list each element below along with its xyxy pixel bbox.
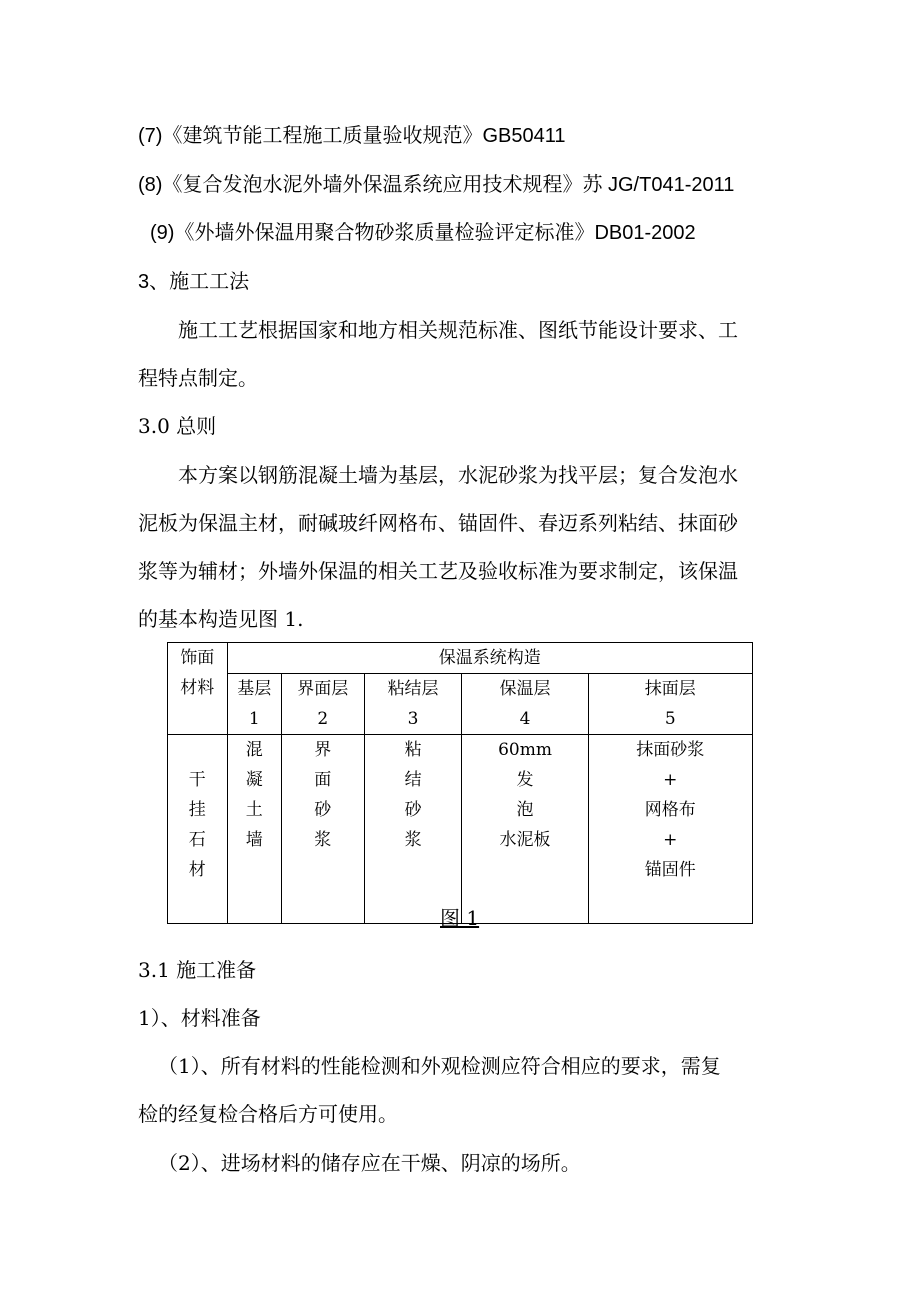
surface-layer-cell xyxy=(588,735,752,924)
section-3-0-para-line-3: 浆等为辅材；外墙外保温的相关工艺及验收标准为要求制定，该保温 xyxy=(138,559,738,583)
insulation-layer-cell xyxy=(462,735,588,924)
section-3-1-heading: 3.1 施工准备 xyxy=(138,958,257,982)
column-name: 保温层 xyxy=(499,679,551,699)
column-number: 3 xyxy=(407,709,419,729)
cell-line: 网格布 xyxy=(644,800,696,820)
section-3-0-heading: 3.0 总则 xyxy=(138,414,217,438)
section-3-0-para-line-4: 的基本构造见图 1. xyxy=(138,607,304,631)
cell-line: 结 xyxy=(404,770,422,790)
cell-line: 面 xyxy=(314,770,332,790)
column-number: 2 xyxy=(317,709,329,729)
item-2: （2）、进场材料的储存应在干燥、阴凉的场所。 xyxy=(158,1151,581,1175)
cell-line: 混 xyxy=(245,740,263,760)
finish-material-cell xyxy=(168,735,228,924)
cell-line: 石 xyxy=(188,830,206,850)
column-name: 抹面层 xyxy=(644,679,696,699)
material-prep-heading: 1）、材料准备 xyxy=(138,1006,261,1030)
finish-material-header xyxy=(168,643,228,735)
column-number: 5 xyxy=(664,709,676,729)
column-number: 1 xyxy=(248,709,260,729)
cell-line: 浆 xyxy=(404,830,422,850)
item-1-line-2: 检的经复检合格后方可使用。 xyxy=(138,1102,398,1126)
column-header-bonding xyxy=(364,674,462,735)
cell-line: 水泥板 xyxy=(499,830,551,850)
cell-line: 材 xyxy=(188,860,206,880)
cell-line: 墙 xyxy=(245,830,263,850)
column-name: 基层 xyxy=(237,679,272,699)
column-header-interface xyxy=(281,674,364,735)
cell-line: 浆 xyxy=(314,830,332,850)
column-number: 4 xyxy=(519,709,531,729)
finish-header-line: 饰面 xyxy=(180,648,215,668)
section-3-heading: 3、施工工法 xyxy=(138,271,250,293)
insulation-structure-table xyxy=(167,642,753,924)
cell-line: 干 xyxy=(188,770,206,790)
column-header-surface xyxy=(588,674,752,735)
section-3-0-para-line-1: 本方案以钢筋混凝土墙为基层，水泥砂浆为找平层；复合发泡水 xyxy=(178,463,738,487)
column-name: 粘结层 xyxy=(387,679,439,699)
cell-line: 粘 xyxy=(404,740,422,760)
cell-line: + xyxy=(663,830,678,850)
cell-line: + xyxy=(663,770,678,790)
reference-9: (9)《外墙外保温用聚合物砂浆质量检验评定标准》DB01-2002 xyxy=(150,222,696,244)
table-body-row xyxy=(168,735,753,924)
bonding-layer-cell xyxy=(364,735,462,924)
item-1-line-1: （1）、所有材料的性能检测和外观检测应符合相应的要求，需复 xyxy=(158,1054,721,1078)
system-structure-header: 保温系统构造 xyxy=(227,643,753,674)
column-header-insulation xyxy=(462,674,588,735)
cell-line: 锚固件 xyxy=(644,860,696,880)
cell-line: 砂 xyxy=(314,800,332,820)
cell-line: 发 xyxy=(516,770,534,790)
cell-line: 界 xyxy=(314,740,332,760)
cell-line: 土 xyxy=(245,800,263,820)
cell-line: 砂 xyxy=(404,800,422,820)
column-name: 界面层 xyxy=(297,679,349,699)
column-header-base xyxy=(227,674,281,735)
cell-line: 抹面砂浆 xyxy=(636,740,705,760)
interface-layer-cell xyxy=(281,735,364,924)
cell-line: 60mm xyxy=(498,740,552,760)
reference-8: (8)《复合发泡水泥外墙外保温系统应用技术规程》苏 JG/T041-2011 xyxy=(138,174,735,196)
figure-caption: 图 1 xyxy=(440,906,480,930)
section-3-intro-line-2: 程特点制定。 xyxy=(138,366,258,390)
finish-header-line: 材料 xyxy=(180,678,215,698)
table-header-row xyxy=(168,643,753,674)
section-3-intro-line-1: 施工工艺根据国家和地方相关规范标准、图纸节能设计要求、工 xyxy=(178,318,738,342)
cell-line: 泡 xyxy=(516,800,534,820)
table-column-row xyxy=(168,674,753,735)
reference-7: (7)《建筑节能工程施工质量验收规范》GB50411 xyxy=(138,125,566,147)
cell-line: 凝 xyxy=(245,770,263,790)
section-3-0-para-line-2: 泥板为保温主材，耐碱玻纤网格布、锚固件、春迈系列粘结、抹面砂 xyxy=(138,511,738,535)
base-layer-cell xyxy=(227,735,281,924)
cell-line: 挂 xyxy=(188,800,206,820)
